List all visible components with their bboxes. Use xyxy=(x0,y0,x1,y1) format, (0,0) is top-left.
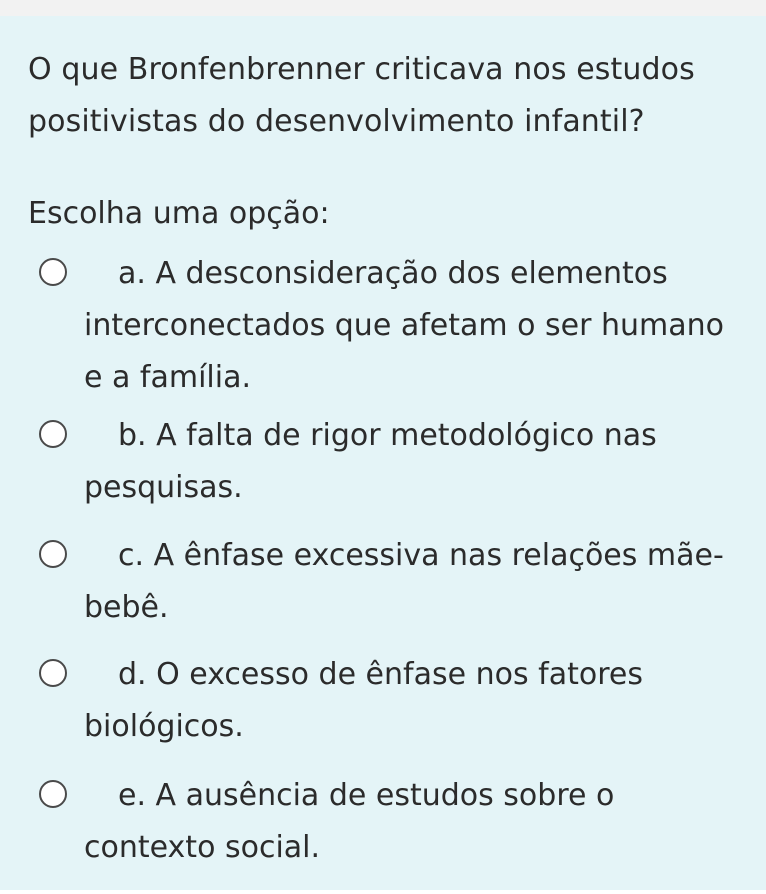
option-b-label[interactable]: b. A falta de rigor metodológico nas pesquisas. xyxy=(84,418,657,505)
radio-button-c[interactable] xyxy=(39,540,67,568)
choose-option-label: Escolha uma opção: xyxy=(28,196,330,231)
option-a-label[interactable]: a. A desconsideração dos elementos interconectados que afetam o ser humano e a família. xyxy=(84,256,724,395)
question-card xyxy=(0,16,766,890)
question-text: O que Bronfenbrenner criticava nos estudos positivistas do desenvolvimento infantil? xyxy=(28,52,695,139)
radio-button-b[interactable] xyxy=(39,420,67,448)
option-d-label[interactable]: d. O excesso de ênfase nos fatores biológicos. xyxy=(84,657,643,744)
top-strip xyxy=(0,0,766,16)
radio-button-d[interactable] xyxy=(39,659,67,687)
radio-button-a[interactable] xyxy=(39,258,67,286)
radio-button-e[interactable] xyxy=(39,780,67,808)
option-c-label[interactable]: c. A ênfase excessiva nas relações mãe-bebê. xyxy=(84,538,724,625)
option-e-label[interactable]: e. A ausência de estudos sobre o contexto social. xyxy=(84,778,615,865)
